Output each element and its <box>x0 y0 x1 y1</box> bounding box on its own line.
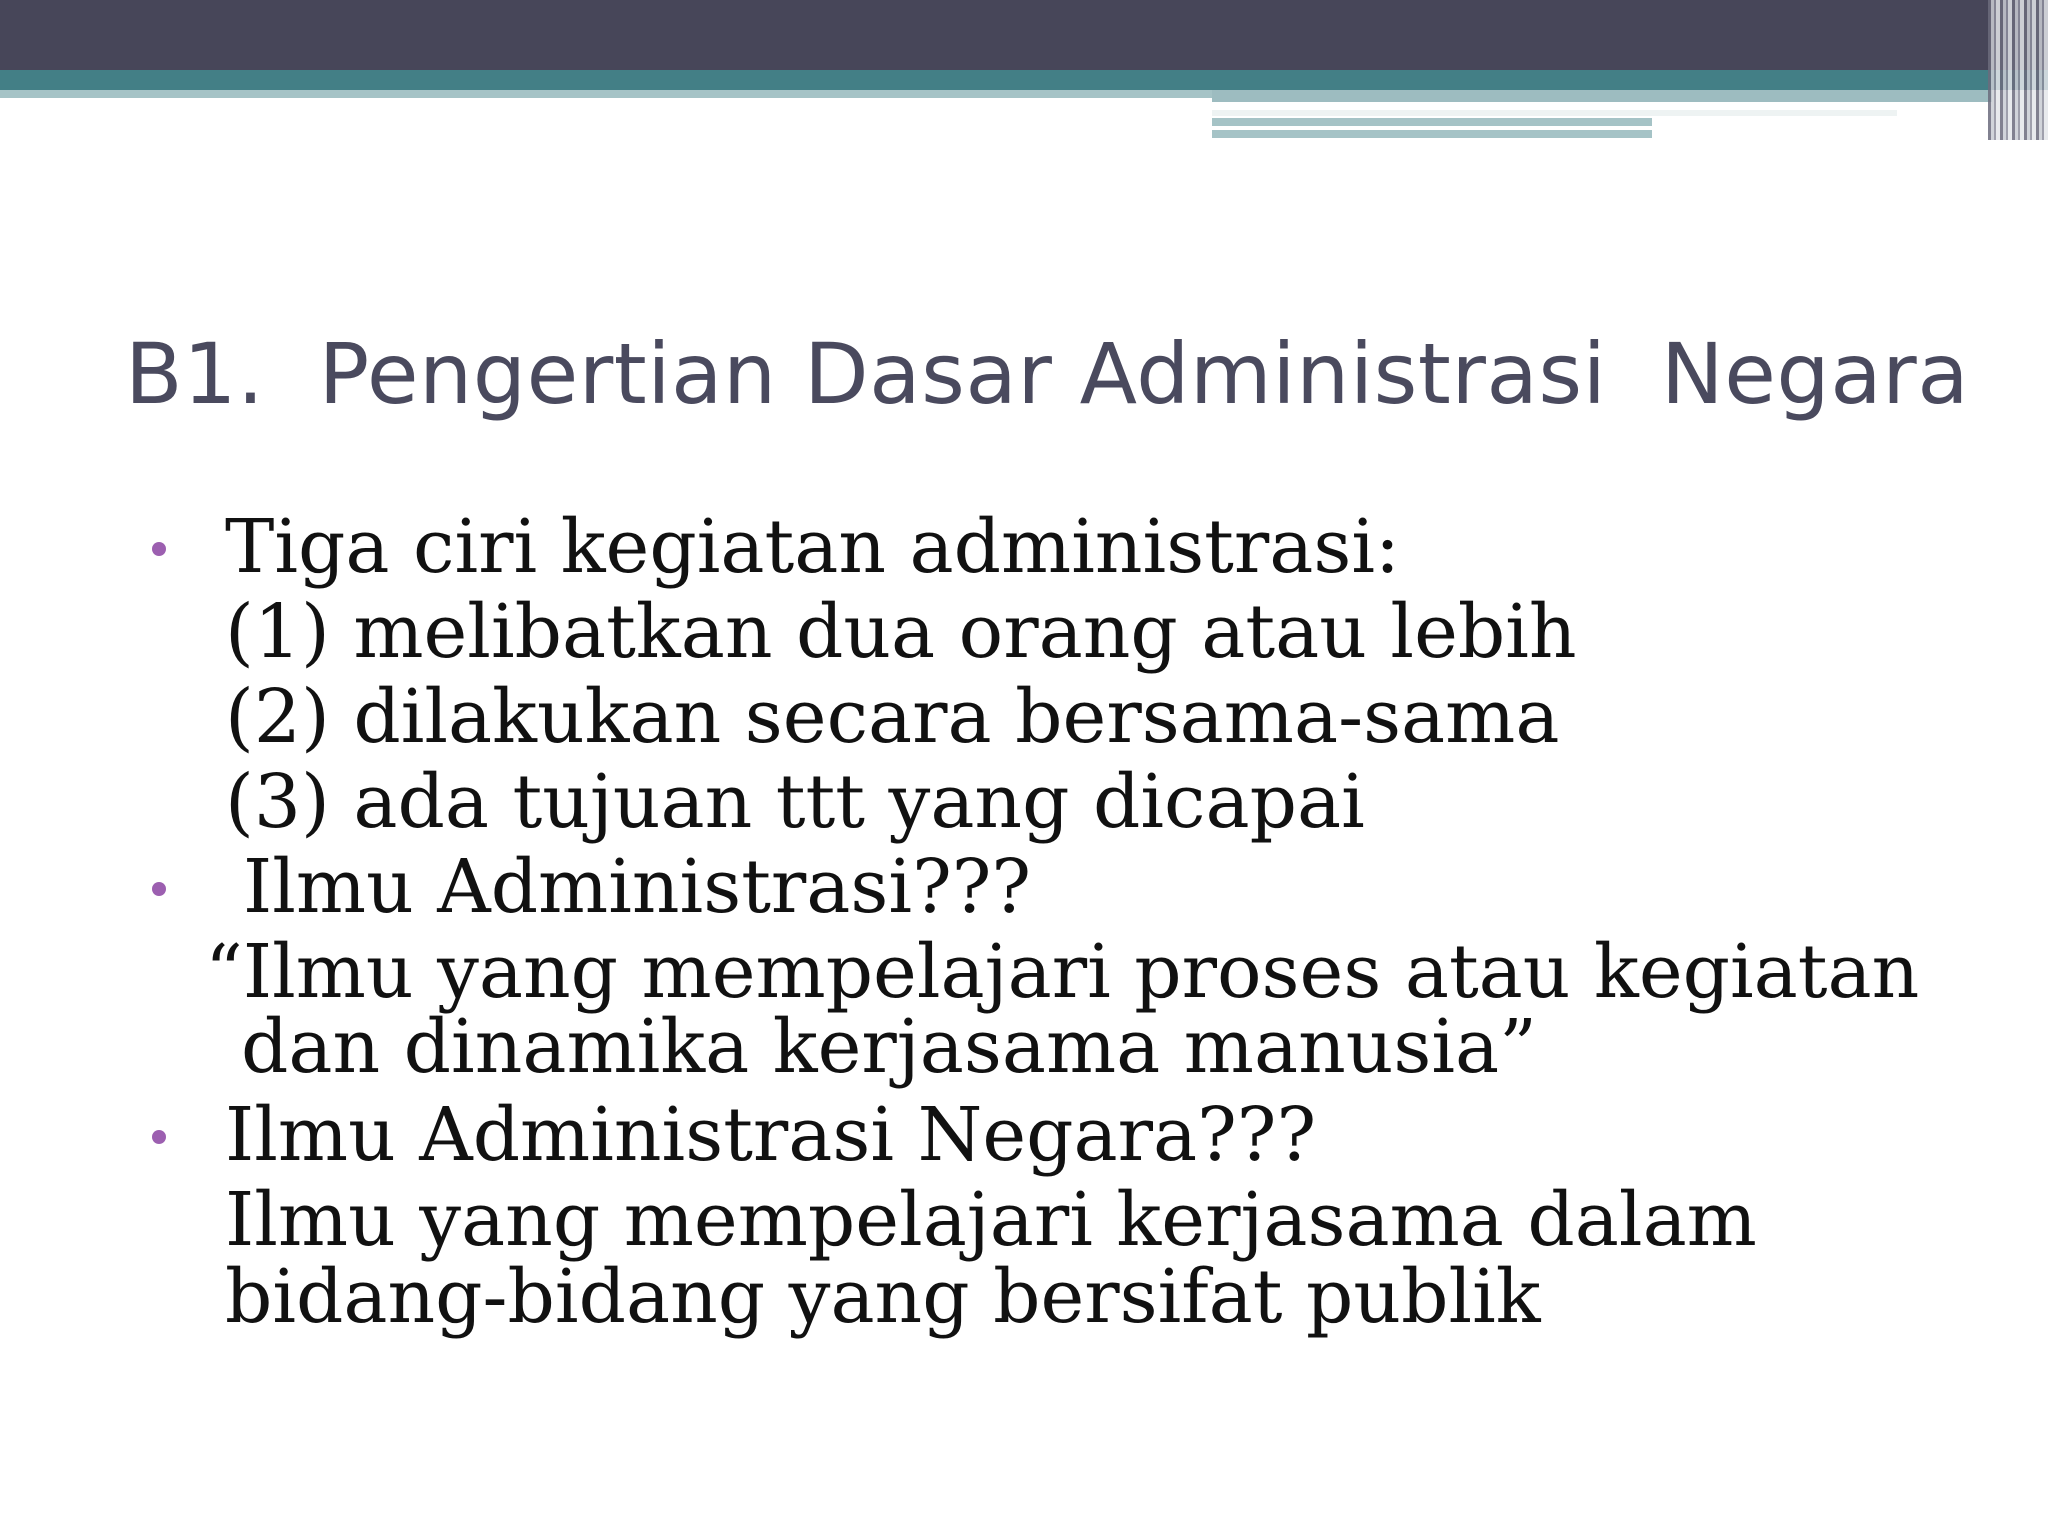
bullet-dot-icon <box>152 1130 166 1144</box>
bullet-heading: Ilmu Administrasi??? <box>243 844 1032 930</box>
definition-line: dan dinamika kerjasama manusia” <box>241 1004 1537 1090</box>
bullet-heading: Tiga ciri kegiatan administrasi: <box>225 504 1400 590</box>
header-band-light-right <box>1212 90 1992 102</box>
definition-line: bidang-bidang yang bersifat publik <box>225 1254 1541 1340</box>
definition-line: “Ilmu yang mempelajari proses atau kegiatan <box>205 929 1920 1015</box>
bullet-dot-icon <box>152 882 166 896</box>
header-band-highlight <box>1212 110 1897 116</box>
header-band-light <box>0 90 1212 98</box>
list-item: (2) dilakukan secara bersama-sama <box>225 674 1560 760</box>
definition-line: Ilmu yang mempelajari kerjasama dalam <box>225 1177 1757 1263</box>
list-item: (3) ada tujuan ttt yang dicapai <box>225 759 1365 845</box>
bullet-heading: Ilmu Administrasi Negara??? <box>225 1092 1317 1178</box>
bullet-dot-icon <box>152 542 166 556</box>
list-item: (1) melibatkan dua orang atau lebih <box>225 589 1577 675</box>
header-band-teal <box>0 70 2048 90</box>
header-band-dark <box>0 0 2048 70</box>
header-band-gap <box>1212 126 1652 130</box>
edge-stripes <box>1988 0 2048 140</box>
slide-title: B1. Pengertian Dasar Administrasi Negara <box>125 325 1970 423</box>
